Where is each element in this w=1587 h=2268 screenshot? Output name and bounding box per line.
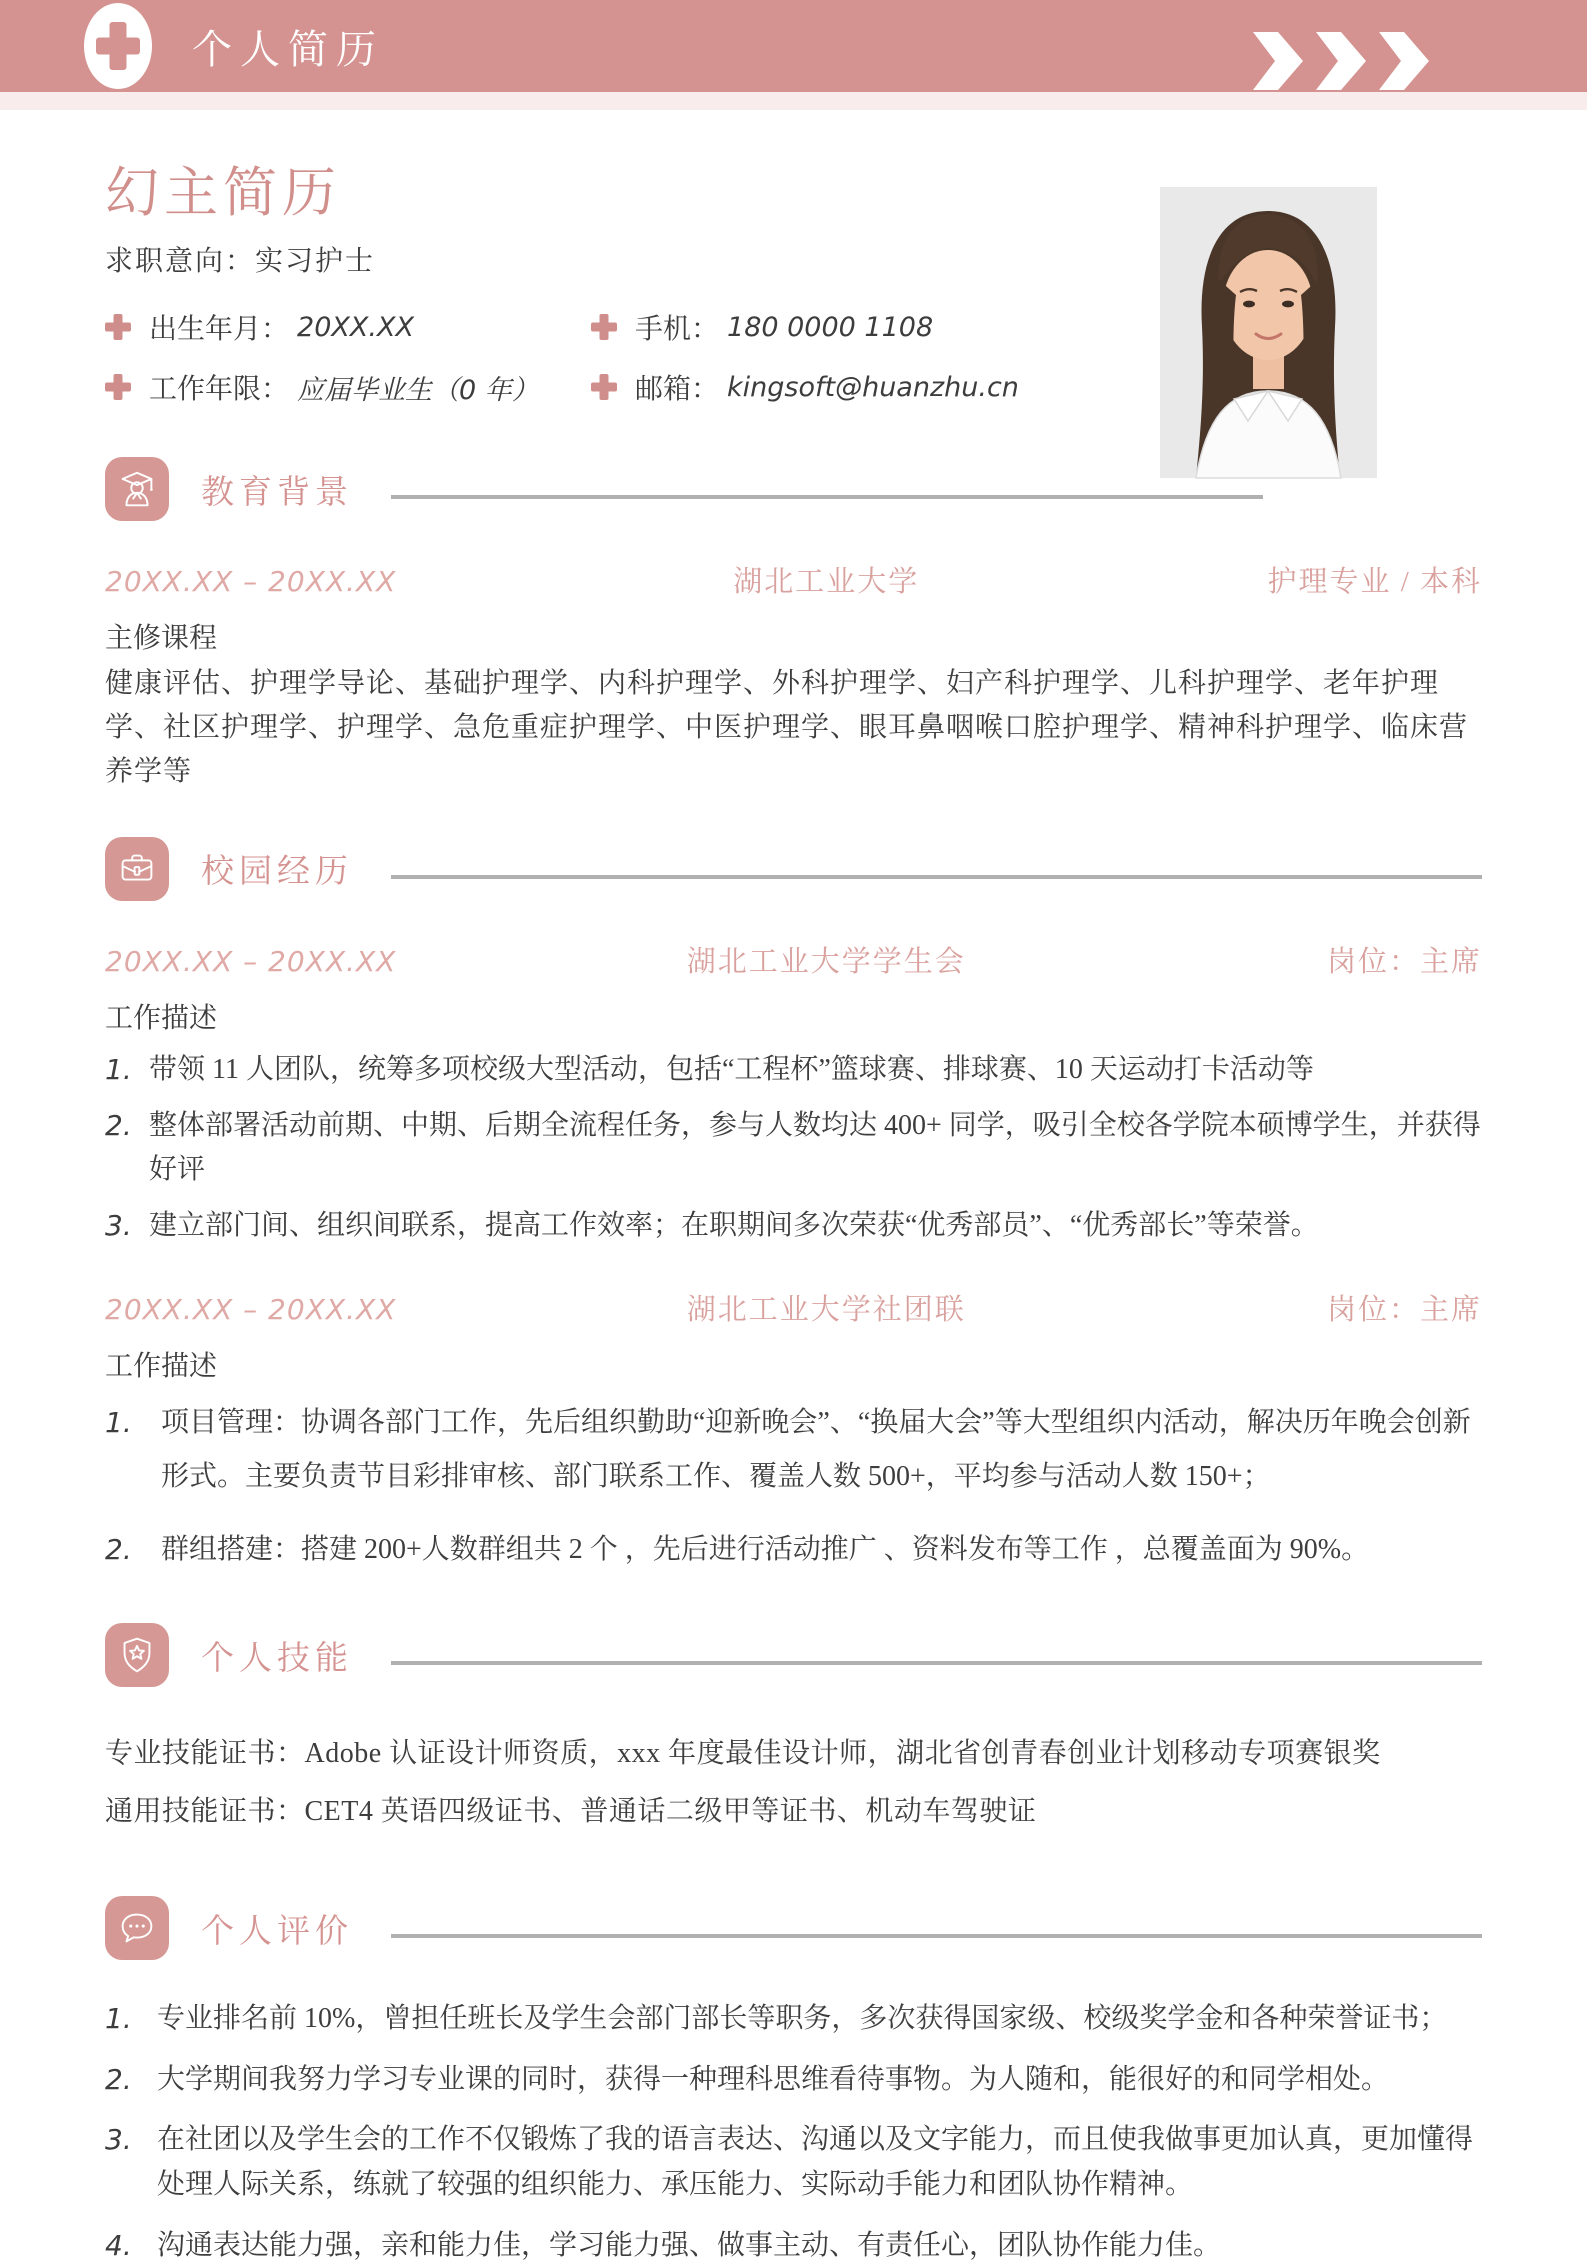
- list-item: [105, 1204, 1482, 1248]
- chevron-right-icon: [1379, 32, 1429, 90]
- list-number: 1.: [105, 1052, 132, 1086]
- campus-entry-row: [105, 1287, 1482, 1328]
- info-birth: [105, 307, 591, 347]
- section-divider: [391, 1661, 1482, 1665]
- list-number: 3.: [105, 2122, 132, 2156]
- courses-text: 健康评估、护理学导论、基础护理学、内科护理学、外科护理学、妇产科护理学、儿科护理学、老年护理学、社区护理学、护理学、急危重症护理学、中医护理学、眼耳鼻咽喉口腔护理学、精神科护理学、临床营养学等: [105, 668, 1469, 788]
- courses-label: 主修课程: [105, 623, 218, 654]
- list-number: 4.: [105, 2228, 132, 2262]
- campus-entry-list: [105, 1048, 1482, 1249]
- campus-entry-list: [105, 1396, 1482, 1578]
- list-number: 3.: [105, 1209, 132, 1243]
- list-text: 群组搭建：搭建 200+人数群组共 2 个 ，先后进行活动推广 、资料发布等工作 ，总覆盖面为 90%。: [161, 1533, 1370, 1565]
- briefcase-icon: [105, 837, 169, 901]
- list-number: 1.: [105, 2002, 132, 2036]
- desc-label: 工作描述: [105, 1350, 218, 1382]
- entry-major-degree: 护理专业 / 本科: [1267, 566, 1482, 598]
- list-number: 2.: [105, 1108, 132, 1142]
- list-item: [105, 1523, 1482, 1578]
- section-divider: [391, 1934, 1482, 1938]
- section-evaluation-header: [105, 1896, 1482, 1960]
- list-item: [105, 1996, 1482, 2041]
- info-label: 邮箱：: [635, 374, 720, 405]
- list-text: 建立部门间、组织间联系，提高工作效率；在职期间多次荣获“优秀部员”、“优秀部长”等荣誉。: [149, 1210, 1319, 1242]
- speech-bubble-icon: [105, 1896, 169, 1960]
- resume-content: [0, 110, 1587, 2268]
- entry-period: 20XX.XX – 20XX.XX: [105, 565, 397, 598]
- entry-school: 湖北工业大学: [733, 566, 920, 598]
- list-number: 2.: [105, 2062, 132, 2096]
- info-label: 出生年月：: [149, 314, 290, 345]
- chevron-right-icon: [1316, 32, 1366, 90]
- list-text: 大学期间我努力学习专业课的同时，获得一种理科思维看待事物。为人随和，能很好的和同学相处。: [157, 2063, 1390, 2095]
- info-experience: [105, 367, 591, 407]
- list-text: 项目管理：协调各部门工作，先后组织勤助“迎新晚会”、“换届大会”等大型组织内活动，解决历年晚会创新形式。主要负责节目彩排审核、部门联系工作、覆盖人数 500+，平均参与活动人数 150+；: [161, 1406, 1471, 1493]
- job-objective: 求职意向：实习护士: [105, 246, 376, 277]
- section-title: 校园经历: [201, 854, 353, 891]
- info-value: 180 0000 1108: [727, 311, 934, 343]
- info-phone: [591, 307, 1191, 347]
- skill-line: 专业技能证书：Adobe 认证设计师资质，xxx 年度最佳设计师，湖北省创青春创业计划移动专项赛银奖: [105, 1738, 1381, 1770]
- resume-name: 幻主简历: [105, 163, 341, 223]
- list-text: 带领 11 人团队，统筹多项校级大型活动，包括“工程杯”篮球赛、排球赛、10 天运动打卡活动等: [149, 1053, 1314, 1085]
- education-entry-row: [105, 559, 1482, 600]
- info-label: 工作年限：: [149, 374, 290, 405]
- section-education-header: [105, 457, 1482, 521]
- cross-bullet-icon: [591, 374, 617, 400]
- list-text: 整体部署活动前期、中期、后期全流程任务，参与人数均达 400+ 同学，吸引全校各学院本硕博学生，并获得好评: [149, 1109, 1481, 1186]
- list-number: 1.: [105, 1405, 132, 1439]
- list-text: 在社团以及学生会的工作不仅锻炼了我的语言表达、沟通以及文字能力，而且使我做事更加认真，更加懂得处理人际关系，练就了较强的组织能力、承压能力、实际动手能力和团队协作精神。: [157, 2123, 1474, 2201]
- cross-bullet-icon: [105, 314, 131, 340]
- evaluation-list: [105, 1996, 1482, 2268]
- list-item: [105, 1104, 1482, 1192]
- cross-bullet-icon: [105, 374, 131, 400]
- section-title: 个人评价: [201, 1913, 353, 1950]
- banner-accent-strip: [0, 92, 1587, 110]
- entry-org: 湖北工业大学社团联: [686, 1293, 966, 1326]
- campus-entry-row: [105, 939, 1482, 980]
- list-item: [105, 1048, 1482, 1092]
- section-skills-header: [105, 1623, 1482, 1687]
- info-value: 应届毕业生（0 年）: [297, 374, 539, 406]
- skill-line: 通用技能证书：CET4 英语四级证书、普通话二级甲等证书、机动车驾驶证: [105, 1795, 1037, 1827]
- chevron-right-icon: [1253, 32, 1303, 90]
- graduate-icon: [105, 457, 169, 521]
- cross-bullet-icon: [591, 314, 617, 340]
- info-value: 20XX.XX: [297, 311, 414, 343]
- list-text: 沟通表达能力强，亲和能力佳，学习能力强、做事主动、有责任心，团队协作能力佳。: [157, 2229, 1222, 2261]
- list-number: 2.: [105, 1532, 132, 1566]
- banner-title: 个人简历: [192, 27, 384, 72]
- section-title: 个人技能: [201, 1640, 353, 1677]
- info-value: kingsoft@huanzhu.cn: [727, 371, 1019, 403]
- entry-role: 岗位：主席: [1326, 1293, 1482, 1326]
- section-title: 教育背景: [201, 474, 353, 511]
- entry-role: 岗位：主席: [1326, 945, 1482, 978]
- info-email: [591, 367, 1191, 407]
- list-item: [105, 2117, 1482, 2208]
- section-divider: [391, 495, 1263, 499]
- skills-block: [105, 1725, 1482, 1840]
- profile-photo: [1160, 187, 1377, 478]
- shield-star-icon: [105, 1623, 169, 1687]
- top-banner: [0, 0, 1587, 92]
- entry-period: 20XX.XX – 20XX.XX: [105, 1292, 397, 1326]
- chevron-right-icons: [1253, 32, 1429, 90]
- list-item: [105, 2223, 1482, 2268]
- medical-cross-badge: [84, 3, 152, 89]
- desc-label: 工作描述: [105, 1002, 218, 1034]
- list-text: 专业排名前 10%，曾担任班长及学生会部门部长等职务，多次获得国家级、校级奖学金和各种荣誉证书；: [157, 2003, 1448, 2035]
- entry-org: 湖北工业大学学生会: [686, 945, 966, 978]
- info-label: 手机：: [635, 314, 720, 345]
- list-item: [105, 1396, 1482, 1505]
- entry-period: 20XX.XX – 20XX.XX: [105, 944, 397, 978]
- section-campus-header: [105, 837, 1482, 901]
- list-item: [105, 2057, 1482, 2102]
- section-divider: [391, 875, 1482, 879]
